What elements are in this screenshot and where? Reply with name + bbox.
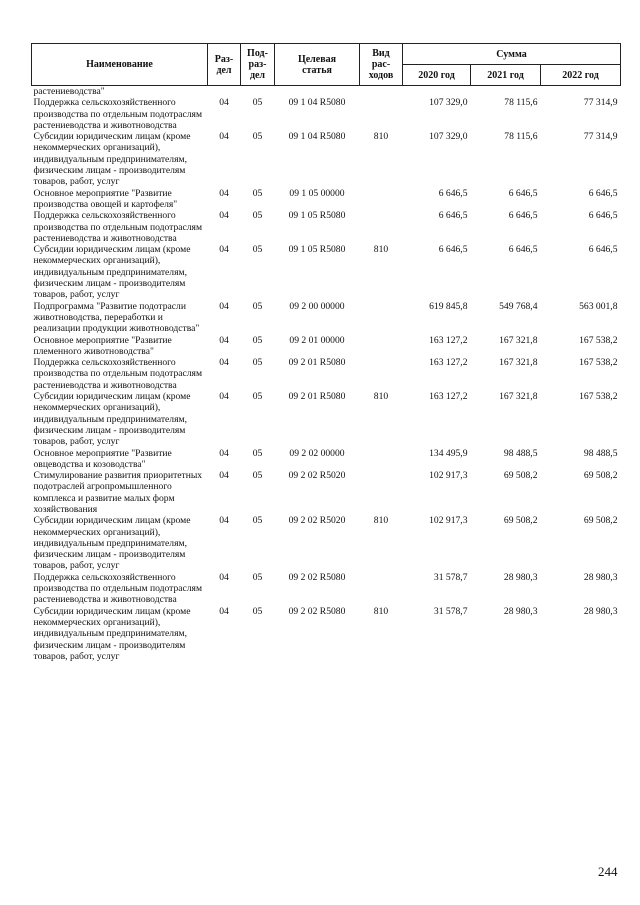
row-vid bbox=[360, 572, 403, 606]
row-sum-2020 bbox=[403, 86, 471, 98]
row-sum-2021: 167 321,8 bbox=[499, 334, 538, 346]
row-name: Основное мероприятие "Развитие племенного животноводства" bbox=[33, 334, 172, 357]
row-sum-2022: 167 538,2 bbox=[579, 391, 618, 403]
row-vid bbox=[360, 357, 403, 391]
row-sum-2021: 549 768,4 bbox=[499, 300, 538, 312]
row-razdel: 04 bbox=[219, 391, 229, 403]
row-sum-2020: 163 127,2 bbox=[429, 357, 468, 369]
row-target: 09 2 01 R5080 bbox=[288, 357, 346, 369]
table-row bbox=[32, 357, 621, 391]
row-razdel: 04 bbox=[219, 187, 229, 199]
row-sum-2021: 28 980,3 bbox=[503, 571, 538, 583]
row-sum-2022: 77 314,9 bbox=[583, 97, 618, 109]
row-podrazdel: 05 bbox=[252, 334, 263, 346]
header-razdel: Раз- дел bbox=[208, 44, 241, 86]
row-vid: 810 bbox=[373, 515, 389, 527]
row-sum-2021 bbox=[471, 86, 541, 98]
header-podrazdel: Под- раз- дел bbox=[241, 44, 275, 86]
row-podrazdel: 05 bbox=[252, 571, 263, 583]
row-name: Поддержка сельскохозяйственного производства по отдельным подотраслям растениеводства и животноводства bbox=[33, 571, 203, 606]
header-2020: 2020 год bbox=[403, 65, 471, 86]
row-sum-2020: 6 646,5 bbox=[438, 244, 468, 256]
header-vid: Вид рас- ходов bbox=[360, 44, 403, 86]
row-sum-2022: 167 538,2 bbox=[579, 357, 618, 369]
row-sum-2021: 6 646,5 bbox=[508, 210, 538, 222]
row-razdel: 04 bbox=[219, 97, 229, 109]
row-sum-2020: 6 646,5 bbox=[438, 187, 468, 199]
row-sum-2022: 28 980,3 bbox=[583, 571, 618, 583]
row-razdel: 04 bbox=[219, 131, 229, 143]
row-razdel: 04 bbox=[219, 447, 229, 459]
row-razdel: 04 bbox=[219, 515, 229, 527]
row-razdel: 04 bbox=[219, 210, 229, 222]
row-podrazdel: 05 bbox=[252, 605, 263, 617]
row-sum-2021: 28 980,3 bbox=[503, 605, 538, 617]
row-target: 09 2 02 R5080 bbox=[288, 605, 346, 617]
row-sum-2022: 6 646,5 bbox=[588, 187, 618, 199]
row-razdel: 04 bbox=[219, 334, 229, 346]
row-podrazdel: 05 bbox=[252, 97, 263, 109]
table-row bbox=[32, 210, 621, 244]
row-name: Субсидии юридическим лицам (кроме некоммерческих организаций), индивидуальным предпринимателям, физическим лицам - производителям товаров, работ, услуг bbox=[33, 605, 191, 662]
row-target: 09 1 05 00000 bbox=[289, 187, 345, 199]
row-podrazdel: 05 bbox=[252, 447, 263, 459]
table-row bbox=[32, 301, 621, 335]
row-sum-2022: 6 646,5 bbox=[588, 244, 618, 256]
row-vid bbox=[360, 448, 403, 471]
row-sum-2021: 167 321,8 bbox=[499, 357, 538, 369]
header-sum: Сумма bbox=[403, 44, 621, 65]
row-sum-2020: 102 917,3 bbox=[429, 470, 468, 482]
row-sum-2020: 619 845,8 bbox=[429, 300, 468, 312]
row-sum-2020: 163 127,2 bbox=[429, 334, 468, 346]
row-sum-2020: 102 917,3 bbox=[429, 515, 468, 527]
row-vid: 810 bbox=[373, 605, 389, 617]
row-vid bbox=[360, 335, 403, 358]
header-target: Целевая статья bbox=[275, 44, 360, 86]
row-target: 09 2 02 R5020 bbox=[288, 515, 346, 527]
table-row bbox=[32, 131, 621, 187]
row-name: Поддержка сельскохозяйственного производства по отдельным подотраслям растениеводства и животноводства bbox=[33, 97, 203, 131]
row-podrazdel: 05 bbox=[252, 244, 263, 256]
row-target: 09 2 01 00000 bbox=[289, 334, 345, 346]
row-vid: 810 bbox=[373, 391, 389, 403]
row-sum-2021: 69 508,2 bbox=[503, 515, 538, 527]
row-target: 09 2 01 R5080 bbox=[288, 391, 346, 403]
table-row bbox=[32, 335, 621, 358]
table-row bbox=[32, 572, 621, 606]
header-name: Наименование bbox=[32, 44, 208, 86]
row-vid bbox=[360, 470, 403, 515]
table-row bbox=[32, 606, 621, 662]
row-sum-2020: 31 578,7 bbox=[433, 571, 468, 583]
row-sum-2021: 78 115,6 bbox=[504, 131, 538, 143]
table-row bbox=[32, 97, 621, 131]
row-sum-2020: 31 578,7 bbox=[433, 605, 468, 617]
row-target: 09 2 00 00000 bbox=[289, 300, 345, 312]
row-sum-2021: 78 115,6 bbox=[504, 97, 538, 109]
row-razdel: 04 bbox=[219, 605, 229, 617]
row-sum-2020: 163 127,2 bbox=[429, 391, 468, 403]
row-podrazdel bbox=[241, 86, 275, 98]
row-vid: 810 bbox=[373, 131, 389, 143]
row-name: Субсидии юридическим лицам (кроме некоммерческих организаций), индивидуальным предпринимателям, физическим лицам - производителям товаров, работ, услуг bbox=[33, 515, 191, 572]
row-sum-2020: 134 495,9 bbox=[429, 447, 468, 459]
row-name: Стимулирование развития приоритетных подотраслей агропромышленного комплекса и развитие малых форм хозяйствования bbox=[33, 470, 203, 515]
row-sum-2022: 77 314,9 bbox=[583, 131, 618, 143]
page-number: 244 bbox=[598, 864, 618, 879]
row-target: 09 1 05 R5080 bbox=[288, 244, 346, 256]
row-target: 09 2 02 00000 bbox=[289, 447, 345, 459]
row-sum-2022: 167 538,2 bbox=[579, 334, 618, 346]
row-name: Поддержка сельскохозяйственного производства по отдельным подотраслям растениеводства и животноводства bbox=[33, 357, 203, 391]
row-podrazdel: 05 bbox=[252, 300, 263, 312]
row-name: Подпрограмма "Развитие подотрасли животноводства, переработки и реализации продукции животноводства" bbox=[33, 300, 200, 335]
table-row bbox=[32, 391, 621, 447]
row-sum-2020: 6 646,5 bbox=[438, 210, 468, 222]
row-podrazdel: 05 bbox=[252, 391, 263, 403]
row-vid: 810 bbox=[373, 244, 389, 256]
row-razdel: 04 bbox=[219, 357, 229, 369]
row-vid bbox=[360, 97, 403, 131]
row-podrazdel: 05 bbox=[252, 470, 263, 482]
header-2021: 2021 год bbox=[471, 65, 541, 86]
row-vid bbox=[360, 210, 403, 244]
row-target: 09 1 05 R5080 bbox=[288, 210, 346, 222]
row-vid bbox=[360, 188, 403, 211]
row-podrazdel: 05 bbox=[252, 187, 263, 199]
row-sum-2022: 98 488,5 bbox=[583, 447, 618, 459]
row-name: Основное мероприятие "Развитие производства овощей и картофеля" bbox=[33, 187, 178, 210]
row-sum-2020: 107 329,0 bbox=[429, 97, 468, 109]
row-target bbox=[275, 86, 360, 98]
row-podrazdel: 05 bbox=[252, 210, 263, 222]
row-target: 09 1 04 R5080 bbox=[288, 97, 346, 109]
row-sum-2022: 6 646,5 bbox=[588, 210, 618, 222]
row-sum-2022: 69 508,2 bbox=[583, 515, 618, 527]
table-row bbox=[32, 86, 621, 98]
budget-table bbox=[31, 43, 621, 662]
header-2022: 2022 год bbox=[541, 65, 621, 86]
row-razdel bbox=[208, 86, 241, 98]
row-sum-2021: 69 508,2 bbox=[503, 470, 538, 482]
row-razdel: 04 bbox=[219, 300, 229, 312]
row-razdel: 04 bbox=[219, 571, 229, 583]
row-name: растениеводства" bbox=[33, 86, 105, 97]
row-sum-2022: 563 001,8 bbox=[579, 300, 618, 312]
row-target: 09 2 02 R5080 bbox=[288, 571, 346, 583]
row-podrazdel: 05 bbox=[252, 357, 263, 369]
row-razdel: 04 bbox=[219, 470, 229, 482]
row-name: Субсидии юридическим лицам (кроме некоммерческих организаций), индивидуальным предпринимателям, физическим лицам - производителям товаров, работ, услуг bbox=[33, 244, 191, 301]
row-sum-2021: 98 488,5 bbox=[503, 447, 538, 459]
row-sum-2021: 167 321,8 bbox=[499, 391, 538, 403]
row-podrazdel: 05 bbox=[252, 515, 263, 527]
table-row bbox=[32, 470, 621, 515]
row-name: Основное мероприятие "Развитие овцеводства и козоводства" bbox=[33, 447, 172, 470]
row-name: Поддержка сельскохозяйственного производства по отдельным подотраслям растениеводства и животноводства bbox=[33, 210, 203, 244]
row-sum-2022: 28 980,3 bbox=[583, 605, 618, 617]
table-row bbox=[32, 188, 621, 211]
row-vid bbox=[360, 86, 403, 98]
table-row bbox=[32, 448, 621, 471]
row-sum-2022 bbox=[541, 86, 621, 98]
row-sum-2020: 107 329,0 bbox=[429, 131, 468, 143]
row-target: 09 1 04 R5080 bbox=[288, 131, 346, 143]
row-razdel: 04 bbox=[219, 244, 229, 256]
row-podrazdel: 05 bbox=[252, 131, 263, 143]
row-sum-2022: 69 508,2 bbox=[583, 470, 618, 482]
row-sum-2021: 6 646,5 bbox=[508, 244, 538, 256]
row-vid bbox=[360, 301, 403, 335]
table-row bbox=[32, 515, 621, 571]
row-name: Субсидии юридическим лицам (кроме некоммерческих организаций), индивидуальным предпринимателям, физическим лицам - производителям товаров, работ, услуг bbox=[33, 391, 191, 448]
row-sum-2021: 6 646,5 bbox=[508, 187, 538, 199]
row-target: 09 2 02 R5020 bbox=[288, 470, 346, 482]
row-name: Субсидии юридическим лицам (кроме некоммерческих организаций), индивидуальным предпринимателям, физическим лицам - производителям товаров, работ, услуг bbox=[33, 131, 191, 188]
table-row bbox=[32, 244, 621, 300]
